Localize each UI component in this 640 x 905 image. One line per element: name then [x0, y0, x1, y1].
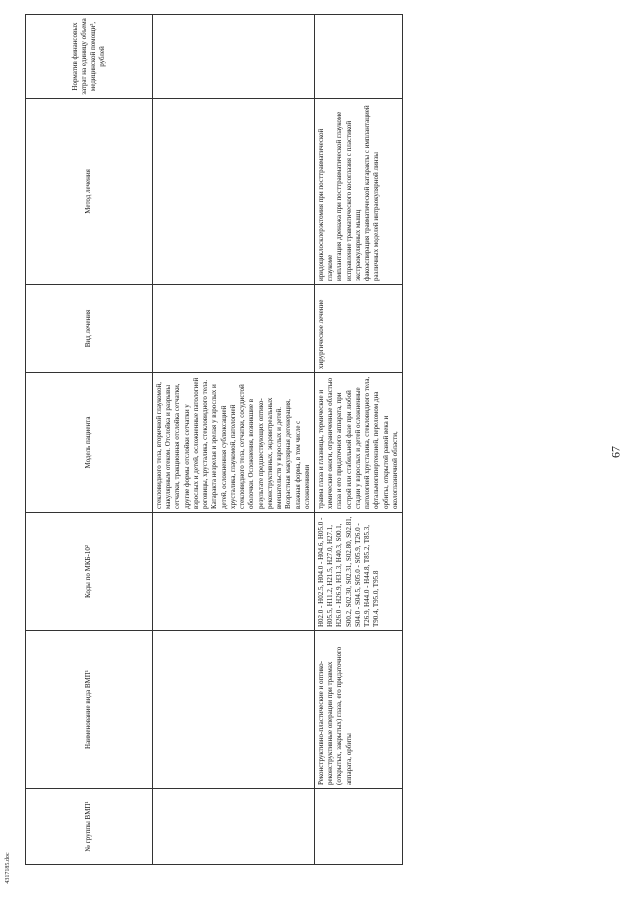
header-group-no: № группы ВМП¹ [26, 789, 153, 865]
treatment-method-item: исправление травматического косоглазия с пластикой экстраокулярных мышц [344, 120, 362, 281]
document-id: 4317185.doc [5, 852, 11, 884]
row2-patient-model-text: травма глаза и глазницы, термические и химические ожоги, ограниченные областью глаза и его придаточного аппарата, при острой или стабильной фазе при любой стадии у взрослых и детей осложненные патологией хрусталика, стекловидного тела, офтальмогипертензией, переломом дна орбиты, открытой раной века и окологлазничной области, [316, 376, 399, 509]
row1-icd-codes [153, 513, 315, 631]
header-patient-model: Модель пациента [26, 373, 153, 513]
row2-vmp-name [314, 631, 402, 789]
row2-patient-model [314, 373, 402, 513]
row2-treatment-method [314, 99, 402, 285]
header-treatment-type: Вид лечения [26, 285, 153, 373]
row2-icd-codes-text: H02.0 - H02.5, H04.0 - H04.6, H05.0 - H05.5, H11.2, H21.5, H27.0, H27.1, H26.0 - H26.9, H31.3, H40.3, S00.1, S00.2, S02.30, S02.31, S02.80, S02.81, S04.0 - S04.5, S05.0 - S05.9, T26.0 - T26.9, H44.0 - H44.8, T85.2, T85.3, T90.4, T95.0, T95.8 [316, 516, 381, 627]
page-number: 67 [608, 446, 623, 458]
header-vmp-name: Наименование вида ВМП¹ [26, 631, 153, 789]
row1-treatment-method [153, 99, 315, 285]
header-row [26, 15, 153, 865]
header-treatment-method: Метод лечения [26, 99, 153, 285]
header-cost-standard: Норматив финансовых затрат на единицу объема медицинской помощи³, рублей [26, 15, 153, 99]
vmp-table [25, 14, 403, 865]
row2-icd-codes [314, 513, 402, 631]
row2-vmp-name-text: Реконструктивно-пластические и оптико-реконструктивные операции при травмах (открытых, закрытых) глаза, его придаточного аппарата, орбиты [316, 646, 353, 785]
table-row [314, 15, 402, 865]
row2-treatment-type: хирургическое лечение [314, 285, 402, 373]
row1-patient-model-text: стекловидного тела, вторичной глаукомой, макулярным отеком. Отслойка и разрывы сетчатки, тракционная отслойка сетчатки, другие формы отслойки сетчатки у взрослых и детей, осложненные патологией роговицы, хрусталика, стекловидного тела. Катаракта незрелая и зрелая у взрослых и детей, осложненная сублюксацией хрусталика, глаукомой, патологией стекловидного тела, сетчатки, сосудистой оболочки. Осложнения, возникшие в результате предшествующих оптико-реконструктивных, эндовитреальных вмешательств у взрослых и детей. Возрастная макулярная дегенерация, влажная форма, в том числе с осложнениями [155, 377, 311, 509]
row1-group-no [153, 789, 315, 865]
row1-cost-standard [153, 15, 315, 99]
rotated-table-container [25, 15, 615, 865]
treatment-method-item: факоаспирация травматической катаракты с имплантацией различных моделей интраокулярной линзы [363, 105, 381, 281]
table-row [153, 15, 315, 865]
row2-cost-standard [314, 15, 402, 99]
row1-vmp-name [153, 631, 315, 789]
header-icd-codes: Коды по МКБ-10² [26, 513, 153, 631]
row1-treatment-type [153, 285, 315, 373]
row1-patient-model [153, 373, 315, 513]
treatment-method-item: иридоциклосклерэктомия при посттравматической глаукоме [316, 128, 335, 281]
row2-group-no [314, 789, 402, 865]
treatment-method-item: имплантация дренажа при посттравматической глаукоме [335, 111, 344, 281]
